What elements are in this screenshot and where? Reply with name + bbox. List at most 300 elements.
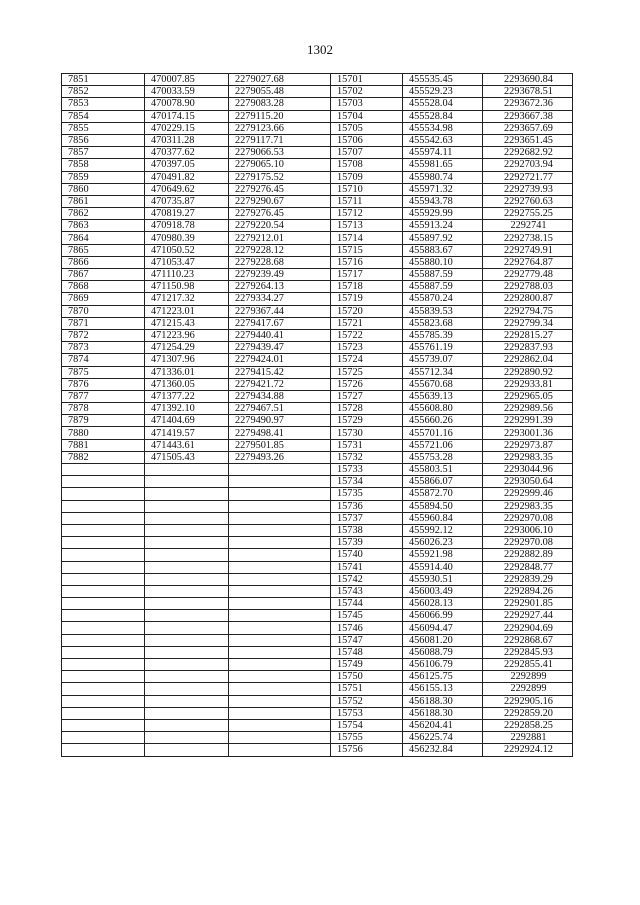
right-y-coordinate-cell: 2292862.04: [483, 354, 573, 366]
table-row: [62, 561, 573, 573]
right-y-coordinate-cell: 2292859.20: [483, 707, 573, 719]
right-y-coordinate-cell: 2292881: [483, 732, 573, 744]
right-x-coordinate-cell: 455761.19: [403, 342, 483, 354]
table-row: [62, 329, 573, 341]
left-point-number-cell: 7858: [62, 159, 145, 171]
left-y-coordinate-cell: [229, 549, 331, 561]
right-y-coordinate-cell: 2292868.67: [483, 634, 573, 646]
right-point-number-cell: 15744: [331, 598, 403, 610]
left-point-number-cell: [62, 683, 145, 695]
right-y-coordinate-cell: 2292924.12: [483, 744, 573, 756]
right-point-number-cell: 15740: [331, 549, 403, 561]
left-point-number-cell: 7880: [62, 427, 145, 439]
left-x-coordinate-cell: 471217.32: [145, 293, 229, 305]
table-row: [62, 232, 573, 244]
right-x-coordinate-cell: 455981.65: [403, 159, 483, 171]
right-y-coordinate-cell: 2292970.08: [483, 537, 573, 549]
table-row: [62, 476, 573, 488]
left-y-coordinate-cell: [229, 464, 331, 476]
table-row: [62, 183, 573, 195]
table-row: [62, 500, 573, 512]
right-y-coordinate-cell: 2292983.35: [483, 500, 573, 512]
left-y-coordinate-cell: [229, 719, 331, 731]
right-y-coordinate-cell: 2292845.93: [483, 646, 573, 658]
left-point-number-cell: [62, 732, 145, 744]
left-point-number-cell: [62, 537, 145, 549]
right-x-coordinate-cell: 455528.04: [403, 98, 483, 110]
left-point-number-cell: 7871: [62, 317, 145, 329]
left-x-coordinate-cell: [145, 671, 229, 683]
right-y-coordinate-cell: 2293651.45: [483, 134, 573, 146]
left-point-number-cell: 7868: [62, 281, 145, 293]
right-y-coordinate-cell: 2292839.29: [483, 573, 573, 585]
right-x-coordinate-cell: 456088.79: [403, 646, 483, 658]
left-point-number-cell: 7870: [62, 305, 145, 317]
right-x-coordinate-cell: 456028.13: [403, 598, 483, 610]
left-point-number-cell: [62, 512, 145, 524]
right-x-coordinate-cell: 455894.50: [403, 500, 483, 512]
left-point-number-cell: 7857: [62, 147, 145, 159]
left-x-coordinate-cell: [145, 524, 229, 536]
right-x-coordinate-cell: 455866.07: [403, 476, 483, 488]
right-point-number-cell: 15701: [331, 74, 403, 86]
table-row: [62, 427, 573, 439]
left-point-number-cell: [62, 671, 145, 683]
right-point-number-cell: 15713: [331, 220, 403, 232]
right-y-coordinate-cell: 2292999.46: [483, 488, 573, 500]
left-x-coordinate-cell: 470980.39: [145, 232, 229, 244]
right-y-coordinate-cell: 2292894.26: [483, 585, 573, 597]
table-row: [62, 244, 573, 256]
right-x-coordinate-cell: 456066.99: [403, 610, 483, 622]
table-row: [62, 598, 573, 610]
left-point-number-cell: 7854: [62, 110, 145, 122]
left-point-number-cell: 7864: [62, 232, 145, 244]
left-x-coordinate-cell: [145, 683, 229, 695]
right-y-coordinate-cell: 2292779.48: [483, 269, 573, 281]
right-y-coordinate-cell: 2293006.10: [483, 524, 573, 536]
table-row: [62, 390, 573, 402]
left-x-coordinate-cell: [145, 707, 229, 719]
table-row: [62, 439, 573, 451]
right-y-coordinate-cell: 2292858.25: [483, 719, 573, 731]
left-y-coordinate-cell: 2279434.88: [229, 390, 331, 402]
right-point-number-cell: 15752: [331, 695, 403, 707]
table-row: [62, 354, 573, 366]
left-y-coordinate-cell: 2279424.01: [229, 354, 331, 366]
left-point-number-cell: 7861: [62, 195, 145, 207]
right-x-coordinate-cell: 455943.78: [403, 195, 483, 207]
left-point-number-cell: [62, 500, 145, 512]
table-row: [62, 110, 573, 122]
left-y-coordinate-cell: 2279055.48: [229, 86, 331, 98]
right-x-coordinate-cell: 455992.12: [403, 524, 483, 536]
right-x-coordinate-cell: 455930.51: [403, 573, 483, 585]
right-y-coordinate-cell: 2292741: [483, 220, 573, 232]
right-x-coordinate-cell: 455870.24: [403, 293, 483, 305]
right-point-number-cell: 15719: [331, 293, 403, 305]
table-row: [62, 171, 573, 183]
left-y-coordinate-cell: 2279115.20: [229, 110, 331, 122]
left-x-coordinate-cell: [145, 573, 229, 585]
left-point-number-cell: [62, 585, 145, 597]
left-x-coordinate-cell: 470735.87: [145, 195, 229, 207]
right-y-coordinate-cell: 2292901.85: [483, 598, 573, 610]
table-row: [62, 707, 573, 719]
table-row: [62, 269, 573, 281]
right-x-coordinate-cell: 456225.74: [403, 732, 483, 744]
right-x-coordinate-cell: 455960.84: [403, 512, 483, 524]
left-point-number-cell: [62, 464, 145, 476]
right-point-number-cell: 15742: [331, 573, 403, 585]
left-x-coordinate-cell: 471307.96: [145, 354, 229, 366]
right-x-coordinate-cell: 455897.92: [403, 232, 483, 244]
left-point-number-cell: 7859: [62, 171, 145, 183]
right-point-number-cell: 15736: [331, 500, 403, 512]
table-row: [62, 195, 573, 207]
table-row: [62, 524, 573, 536]
left-y-coordinate-cell: [229, 585, 331, 597]
left-point-number-cell: 7882: [62, 451, 145, 463]
left-y-coordinate-cell: [229, 732, 331, 744]
left-y-coordinate-cell: 2279417.67: [229, 317, 331, 329]
right-x-coordinate-cell: 456003.49: [403, 585, 483, 597]
left-y-coordinate-cell: [229, 573, 331, 585]
left-x-coordinate-cell: 471110.23: [145, 269, 229, 281]
table-row: [62, 695, 573, 707]
right-y-coordinate-cell: 2292983.35: [483, 451, 573, 463]
left-y-coordinate-cell: 2279239.49: [229, 269, 331, 281]
left-x-coordinate-cell: 471050.52: [145, 244, 229, 256]
left-y-coordinate-cell: 2279440.41: [229, 329, 331, 341]
right-point-number-cell: 15708: [331, 159, 403, 171]
left-x-coordinate-cell: 471392.10: [145, 403, 229, 415]
right-y-coordinate-cell: 2292749.91: [483, 244, 573, 256]
left-x-coordinate-cell: [145, 561, 229, 573]
left-point-number-cell: [62, 622, 145, 634]
table-row: [62, 451, 573, 463]
table-row: [62, 549, 573, 561]
table-row: [62, 622, 573, 634]
left-y-coordinate-cell: [229, 512, 331, 524]
left-point-number-cell: 7876: [62, 378, 145, 390]
left-point-number-cell: [62, 598, 145, 610]
left-y-coordinate-cell: 2279467.51: [229, 403, 331, 415]
right-x-coordinate-cell: 455803.51: [403, 464, 483, 476]
right-y-coordinate-cell: 2292815.27: [483, 329, 573, 341]
left-y-coordinate-cell: [229, 659, 331, 671]
left-point-number-cell: 7853: [62, 98, 145, 110]
right-x-coordinate-cell: 456188.30: [403, 695, 483, 707]
right-x-coordinate-cell: 455639.13: [403, 390, 483, 402]
right-y-coordinate-cell: 2292837.93: [483, 342, 573, 354]
left-x-coordinate-cell: 470033.59: [145, 86, 229, 98]
right-point-number-cell: 15714: [331, 232, 403, 244]
left-x-coordinate-cell: [145, 537, 229, 549]
left-x-coordinate-cell: 470311.28: [145, 134, 229, 146]
table-row: [62, 403, 573, 415]
left-x-coordinate-cell: [145, 598, 229, 610]
right-x-coordinate-cell: 455712.34: [403, 366, 483, 378]
left-point-number-cell: [62, 707, 145, 719]
right-y-coordinate-cell: 2293001.36: [483, 427, 573, 439]
table-row: [62, 220, 573, 232]
right-y-coordinate-cell: 2292965.05: [483, 390, 573, 402]
table-row: [62, 208, 573, 220]
table-row: [62, 464, 573, 476]
left-point-number-cell: 7866: [62, 256, 145, 268]
left-y-coordinate-cell: [229, 561, 331, 573]
right-x-coordinate-cell: 455535.45: [403, 74, 483, 86]
left-point-number-cell: 7874: [62, 354, 145, 366]
left-point-number-cell: [62, 573, 145, 585]
left-y-coordinate-cell: [229, 695, 331, 707]
right-x-coordinate-cell: 456188.30: [403, 707, 483, 719]
left-point-number-cell: [62, 634, 145, 646]
right-x-coordinate-cell: 455921.98: [403, 549, 483, 561]
left-point-number-cell: 7852: [62, 86, 145, 98]
table-row: [62, 74, 573, 86]
left-point-number-cell: [62, 476, 145, 488]
table-row: [62, 415, 573, 427]
left-y-coordinate-cell: 2279290.67: [229, 195, 331, 207]
right-point-number-cell: 15753: [331, 707, 403, 719]
right-y-coordinate-cell: 2293657.69: [483, 122, 573, 134]
right-x-coordinate-cell: 456026.23: [403, 537, 483, 549]
table-row: [62, 659, 573, 671]
right-point-number-cell: 15709: [331, 171, 403, 183]
left-x-coordinate-cell: 471254.29: [145, 342, 229, 354]
left-y-coordinate-cell: 2279493.26: [229, 451, 331, 463]
right-x-coordinate-cell: 455701.16: [403, 427, 483, 439]
left-x-coordinate-cell: [145, 622, 229, 634]
right-y-coordinate-cell: 2292794.75: [483, 305, 573, 317]
right-point-number-cell: 15754: [331, 719, 403, 731]
left-y-coordinate-cell: [229, 598, 331, 610]
right-point-number-cell: 15722: [331, 329, 403, 341]
left-y-coordinate-cell: 2279498.41: [229, 427, 331, 439]
left-x-coordinate-cell: [145, 646, 229, 658]
left-x-coordinate-cell: [145, 610, 229, 622]
right-point-number-cell: 15720: [331, 305, 403, 317]
right-y-coordinate-cell: 2293050.64: [483, 476, 573, 488]
right-point-number-cell: 15716: [331, 256, 403, 268]
left-x-coordinate-cell: 471505.43: [145, 451, 229, 463]
left-x-coordinate-cell: 470918.78: [145, 220, 229, 232]
left-y-coordinate-cell: [229, 476, 331, 488]
right-x-coordinate-cell: 456094.47: [403, 622, 483, 634]
table-row: [62, 134, 573, 146]
right-y-coordinate-cell: 2293667.38: [483, 110, 573, 122]
left-y-coordinate-cell: 2279334.27: [229, 293, 331, 305]
right-point-number-cell: 15751: [331, 683, 403, 695]
right-y-coordinate-cell: 2292682.92: [483, 147, 573, 159]
right-y-coordinate-cell: 2292890.92: [483, 366, 573, 378]
right-y-coordinate-cell: 2292989.56: [483, 403, 573, 415]
right-point-number-cell: 15704: [331, 110, 403, 122]
left-x-coordinate-cell: 471223.96: [145, 329, 229, 341]
right-x-coordinate-cell: 455839.53: [403, 305, 483, 317]
left-x-coordinate-cell: 471377.22: [145, 390, 229, 402]
table-row: [62, 293, 573, 305]
left-x-coordinate-cell: 470377.62: [145, 147, 229, 159]
left-y-coordinate-cell: 2279415.42: [229, 366, 331, 378]
right-point-number-cell: 15745: [331, 610, 403, 622]
right-point-number-cell: 15730: [331, 427, 403, 439]
right-point-number-cell: 15756: [331, 744, 403, 756]
right-x-coordinate-cell: 455883.67: [403, 244, 483, 256]
table-row: [62, 378, 573, 390]
right-point-number-cell: 15739: [331, 537, 403, 549]
left-x-coordinate-cell: 470819.27: [145, 208, 229, 220]
right-x-coordinate-cell: 455785.39: [403, 329, 483, 341]
right-x-coordinate-cell: 456125.75: [403, 671, 483, 683]
right-x-coordinate-cell: 455887.59: [403, 269, 483, 281]
right-y-coordinate-cell: 2292927.44: [483, 610, 573, 622]
right-y-coordinate-cell: 2292738.15: [483, 232, 573, 244]
left-point-number-cell: 7865: [62, 244, 145, 256]
left-y-coordinate-cell: 2279228.68: [229, 256, 331, 268]
right-point-number-cell: 15702: [331, 86, 403, 98]
right-y-coordinate-cell: 2292721.77: [483, 171, 573, 183]
left-point-number-cell: [62, 561, 145, 573]
right-y-coordinate-cell: 2292848.77: [483, 561, 573, 573]
table-row: [62, 159, 573, 171]
right-point-number-cell: 15748: [331, 646, 403, 658]
right-x-coordinate-cell: 455872.70: [403, 488, 483, 500]
right-x-coordinate-cell: 455914.40: [403, 561, 483, 573]
right-y-coordinate-cell: 2292904.69: [483, 622, 573, 634]
left-x-coordinate-cell: [145, 634, 229, 646]
right-y-coordinate-cell: 2292764.87: [483, 256, 573, 268]
left-y-coordinate-cell: 2279065.10: [229, 159, 331, 171]
left-point-number-cell: 7879: [62, 415, 145, 427]
right-x-coordinate-cell: 455529.23: [403, 86, 483, 98]
right-x-coordinate-cell: 455913.24: [403, 220, 483, 232]
right-y-coordinate-cell: 2292899: [483, 683, 573, 695]
right-point-number-cell: 15733: [331, 464, 403, 476]
left-x-coordinate-cell: 470649.62: [145, 183, 229, 195]
left-x-coordinate-cell: 470229.15: [145, 122, 229, 134]
left-x-coordinate-cell: [145, 549, 229, 561]
right-x-coordinate-cell: 455534.98: [403, 122, 483, 134]
table-row: [62, 488, 573, 500]
table-row: [62, 366, 573, 378]
table-row: [62, 342, 573, 354]
right-y-coordinate-cell: 2292899: [483, 671, 573, 683]
table-row: [62, 719, 573, 731]
left-y-coordinate-cell: 2279421.72: [229, 378, 331, 390]
left-point-number-cell: [62, 695, 145, 707]
right-point-number-cell: 15741: [331, 561, 403, 573]
right-x-coordinate-cell: 456081.20: [403, 634, 483, 646]
left-y-coordinate-cell: [229, 744, 331, 756]
left-y-coordinate-cell: [229, 488, 331, 500]
left-y-coordinate-cell: 2279117.71: [229, 134, 331, 146]
right-y-coordinate-cell: 2293672.36: [483, 98, 573, 110]
right-point-number-cell: 15747: [331, 634, 403, 646]
left-x-coordinate-cell: 470078.90: [145, 98, 229, 110]
left-point-number-cell: [62, 744, 145, 756]
left-x-coordinate-cell: 470174.15: [145, 110, 229, 122]
left-point-number-cell: 7863: [62, 220, 145, 232]
right-x-coordinate-cell: 456204.41: [403, 719, 483, 731]
left-y-coordinate-cell: 2279276.45: [229, 183, 331, 195]
left-point-number-cell: 7869: [62, 293, 145, 305]
table-row: [62, 744, 573, 756]
right-x-coordinate-cell: 455823.68: [403, 317, 483, 329]
right-point-number-cell: 15743: [331, 585, 403, 597]
left-x-coordinate-cell: [145, 464, 229, 476]
left-x-coordinate-cell: [145, 512, 229, 524]
right-y-coordinate-cell: 2292788.03: [483, 281, 573, 293]
right-x-coordinate-cell: 455608.80: [403, 403, 483, 415]
left-y-coordinate-cell: 2279367.44: [229, 305, 331, 317]
right-point-number-cell: 15703: [331, 98, 403, 110]
coordinates-table: [61, 73, 573, 757]
right-y-coordinate-cell: 2292973.87: [483, 439, 573, 451]
table-row: [62, 256, 573, 268]
right-y-coordinate-cell: 2292799.34: [483, 317, 573, 329]
table-row: [62, 86, 573, 98]
page-number: 1302: [307, 42, 333, 57]
right-point-number-cell: 15749: [331, 659, 403, 671]
right-point-number-cell: 15721: [331, 317, 403, 329]
table-row: [62, 537, 573, 549]
left-y-coordinate-cell: 2279123.66: [229, 122, 331, 134]
table-row: [62, 683, 573, 695]
left-y-coordinate-cell: 2279228.12: [229, 244, 331, 256]
left-x-coordinate-cell: 470397.05: [145, 159, 229, 171]
left-point-number-cell: 7860: [62, 183, 145, 195]
left-x-coordinate-cell: 471404.69: [145, 415, 229, 427]
table-row: [62, 512, 573, 524]
right-point-number-cell: 15738: [331, 524, 403, 536]
left-x-coordinate-cell: [145, 719, 229, 731]
left-y-coordinate-cell: [229, 671, 331, 683]
right-x-coordinate-cell: 455880.10: [403, 256, 483, 268]
table-row: [62, 98, 573, 110]
right-y-coordinate-cell: 2292991.39: [483, 415, 573, 427]
left-x-coordinate-cell: 471215.43: [145, 317, 229, 329]
left-x-coordinate-cell: 470491.82: [145, 171, 229, 183]
right-y-coordinate-cell: 2293678.51: [483, 86, 573, 98]
right-point-number-cell: 15735: [331, 488, 403, 500]
right-x-coordinate-cell: 456232.84: [403, 744, 483, 756]
right-point-number-cell: 15755: [331, 732, 403, 744]
table-row: [62, 671, 573, 683]
right-x-coordinate-cell: 455739.07: [403, 354, 483, 366]
right-point-number-cell: 15728: [331, 403, 403, 415]
right-y-coordinate-cell: 2292760.63: [483, 195, 573, 207]
left-y-coordinate-cell: 2279264.13: [229, 281, 331, 293]
right-point-number-cell: 15737: [331, 512, 403, 524]
right-point-number-cell: 15724: [331, 354, 403, 366]
right-x-coordinate-cell: 455974.11: [403, 147, 483, 159]
table-row: [62, 610, 573, 622]
right-point-number-cell: 15718: [331, 281, 403, 293]
left-y-coordinate-cell: 2279220.54: [229, 220, 331, 232]
left-point-number-cell: 7878: [62, 403, 145, 415]
table-row: [62, 573, 573, 585]
table-row: [62, 646, 573, 658]
left-point-number-cell: [62, 646, 145, 658]
right-x-coordinate-cell: 455542.63: [403, 134, 483, 146]
right-y-coordinate-cell: 2292970.08: [483, 512, 573, 524]
left-point-number-cell: [62, 719, 145, 731]
right-x-coordinate-cell: 455721.06: [403, 439, 483, 451]
left-x-coordinate-cell: 471053.47: [145, 256, 229, 268]
